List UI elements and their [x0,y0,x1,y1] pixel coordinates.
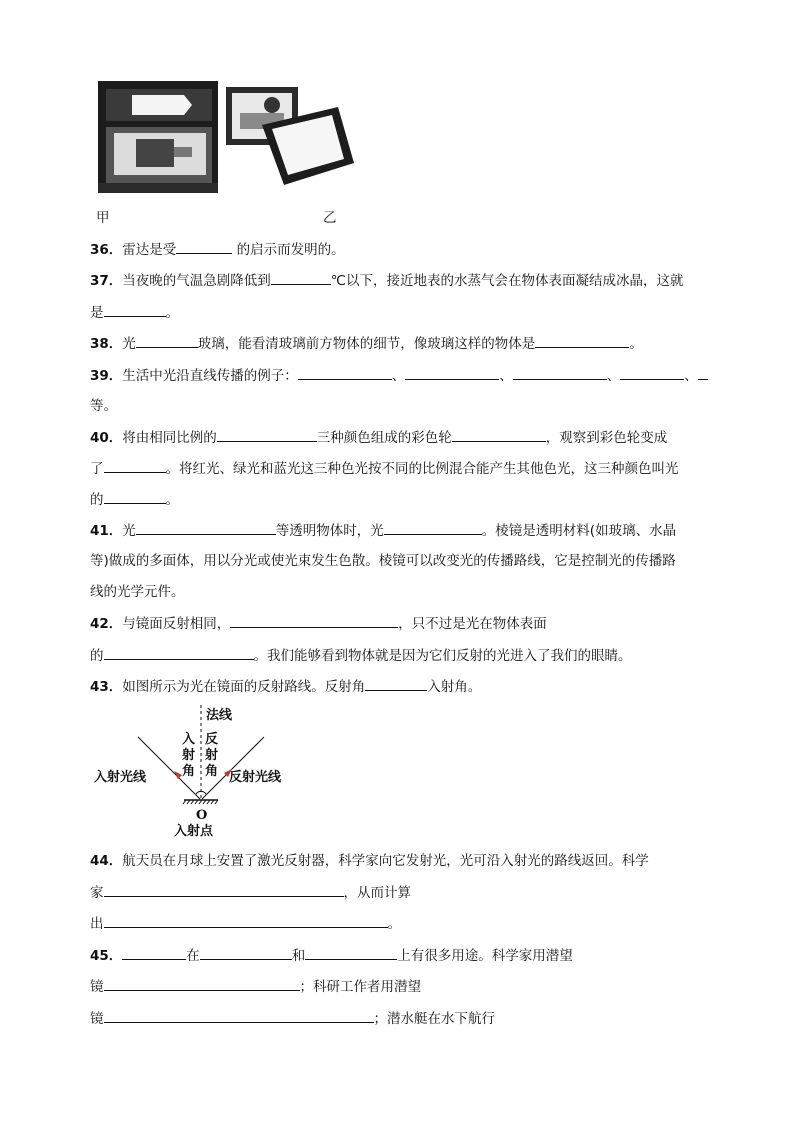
apparatus-illustration [92,75,362,200]
question-40 [90,427,667,448]
question-text: 的 [90,492,104,508]
reflection-diagram-svg [92,703,312,843]
question-text: 了 [90,461,104,477]
answer-blank[interactable] [405,365,499,380]
question-number: 37． [90,273,123,289]
question-text: 家 [90,885,104,901]
point-o-label: O [196,808,208,823]
answer-blank[interactable] [452,427,546,442]
reflection-angle-label-3: 角 [205,764,219,779]
question-37 [90,270,683,291]
question-text: 。 [629,336,643,352]
question-text: ；科研工作者用潜望 [299,979,421,995]
answer-blank[interactable] [305,945,397,960]
question-text: ；潜水艇在水下航行 [373,1011,495,1027]
question-text: 和 [291,948,306,964]
answer-blank[interactable] [104,913,388,928]
question-text: 将由相同比例的 [122,430,217,446]
answer-blank[interactable] [104,489,166,504]
question-38 [90,333,643,354]
question-text: 。棱镜是透明材料(如玻璃、水晶 [481,523,677,539]
question-44 [90,851,649,871]
question-text: 三种颜色组成的彩色轮 [316,430,452,446]
incidence-angle-label-2: 射 [182,748,196,763]
question-text: 等)做成的多面体，用以分光或使光束发生色散。棱镜可以改变光的传播路线，它是控制光的传播路 [90,553,676,569]
question-45 [90,945,573,966]
answer-blank[interactable] [384,520,482,535]
separator: 、 [606,368,621,384]
question-text: ℃以下，接近地表的水蒸气会在物体表面凝结成冰晶，这就 [330,273,684,289]
question-text: 在 [186,948,200,964]
question-40-cont2 [90,489,179,510]
answer-blank[interactable] [535,333,629,348]
question-text: 镜 [90,1011,104,1027]
question-37-cont [90,302,179,323]
question-43 [90,676,481,697]
question-text: 光 [122,523,136,539]
question-41 [90,520,676,541]
question-44-cont [90,882,411,903]
apparatus-figure [92,75,362,200]
question-text: 如图所示为光在镜面的反射路线。反射角 [122,679,366,695]
question-text: 的 [90,648,104,664]
reflection-angle-label-1: 反 [205,732,219,747]
question-text: 等透明物体时，光 [275,523,384,539]
answer-blank[interactable] [365,676,427,691]
question-text: 是 [90,305,104,321]
question-text: ，只不过是光在物体表面 [398,616,547,632]
question-text: 。我们能够看到物体就是因为它们反射的光进入了我们的眼睛。 [253,648,632,664]
question-text: 玻璃，能看清玻璃前方物体的细节，像玻璃这样的物体是 [197,336,536,352]
answer-blank[interactable] [513,365,607,380]
separator: 、 [684,368,698,384]
answer-blank[interactable] [176,239,232,254]
question-number: 41． [90,523,123,539]
incidence-point-label: 入射点 [174,824,214,839]
incidence-angle-label-3: 角 [182,764,196,779]
answer-blank[interactable] [122,945,186,960]
question-text: 出 [90,916,104,932]
question-text: 生活中光沿直线传播的例子： [122,368,298,384]
answer-blank[interactable] [298,365,392,380]
question-number: 38． [90,336,123,352]
question-42-cont [90,645,632,666]
separator: 、 [499,368,513,384]
question-45-cont [90,976,421,997]
question-text: 与镜面反射相同， [122,616,231,632]
question-text: 线的光学元件。 [90,584,185,600]
incidence-angle-label-1: 入 [182,732,196,747]
question-text: 上有很多用途。科学家用潜望 [397,948,573,964]
question-text: 。将红光、绿光和蓝光这三种色光按不同的比例混合能产生其他色光，这三种颜色叫光 [165,461,679,477]
question-text: 。 [165,492,179,508]
answer-blank[interactable] [136,333,198,348]
answer-blank[interactable] [104,458,166,473]
normal-label: 法线 [206,708,233,723]
question-41-cont [90,551,676,571]
question-36 [90,239,345,260]
incident-arrow-icon [174,771,182,779]
question-41-cont2 [90,582,185,602]
answer-blank[interactable] [271,270,331,285]
question-44-cont2 [90,913,401,934]
question-40-cont [90,458,679,479]
incident-ray-label: 入射光线 [94,770,147,785]
answer-blank[interactable] [104,302,166,317]
question-number: 45． [90,948,123,964]
question-number: 36． [90,242,123,258]
question-text: 当夜晚的气温急剧降低到 [122,273,271,289]
question-number: 43． [90,679,123,695]
answer-blank[interactable] [230,613,398,628]
reflected-ray-label: 反射光线 [229,770,282,785]
question-text: 雷达是受 [122,242,177,258]
question-number: 44． [90,853,123,869]
reflection-diagram [92,703,312,843]
question-number: 40． [90,430,123,446]
separator: 、 [391,368,406,384]
answer-blank[interactable] [104,976,300,991]
question-number: 39． [90,368,123,384]
question-39-cont [90,396,117,416]
figure-label-jia: 甲 [96,210,110,226]
question-text: 入射角。 [427,679,482,695]
question-45-cont2 [90,1008,495,1029]
question-number: 42． [90,616,123,632]
question-39 [90,365,708,386]
question-text: 航天员在月球上安置了激光反射器，科学家向它发射光，光可沿入射光的路线返回。科学 [122,853,649,869]
answer-blank[interactable] [104,645,254,660]
question-text: 。 [165,305,179,321]
question-42 [90,613,547,634]
answer-blank[interactable] [217,427,317,442]
question-text: 光 [122,336,136,352]
question-text: 的启示而发明的。 [232,242,345,258]
reflection-angle-label-2: 射 [205,748,219,763]
question-text: 镜 [90,979,104,995]
figure-label-yi: 乙 [323,210,337,226]
answer-blank[interactable] [200,945,292,960]
question-text: ，观察到彩色轮变成 [545,430,668,446]
answer-blank[interactable] [698,365,708,380]
question-text: ，从而计算 [343,885,411,901]
angle-arc [196,791,206,794]
question-text: 。 [387,916,401,932]
question-text: 等。 [90,398,117,414]
answer-blank[interactable] [136,520,276,535]
answer-blank[interactable] [620,365,684,380]
answer-blank[interactable] [104,1008,374,1023]
answer-blank[interactable] [104,882,344,897]
